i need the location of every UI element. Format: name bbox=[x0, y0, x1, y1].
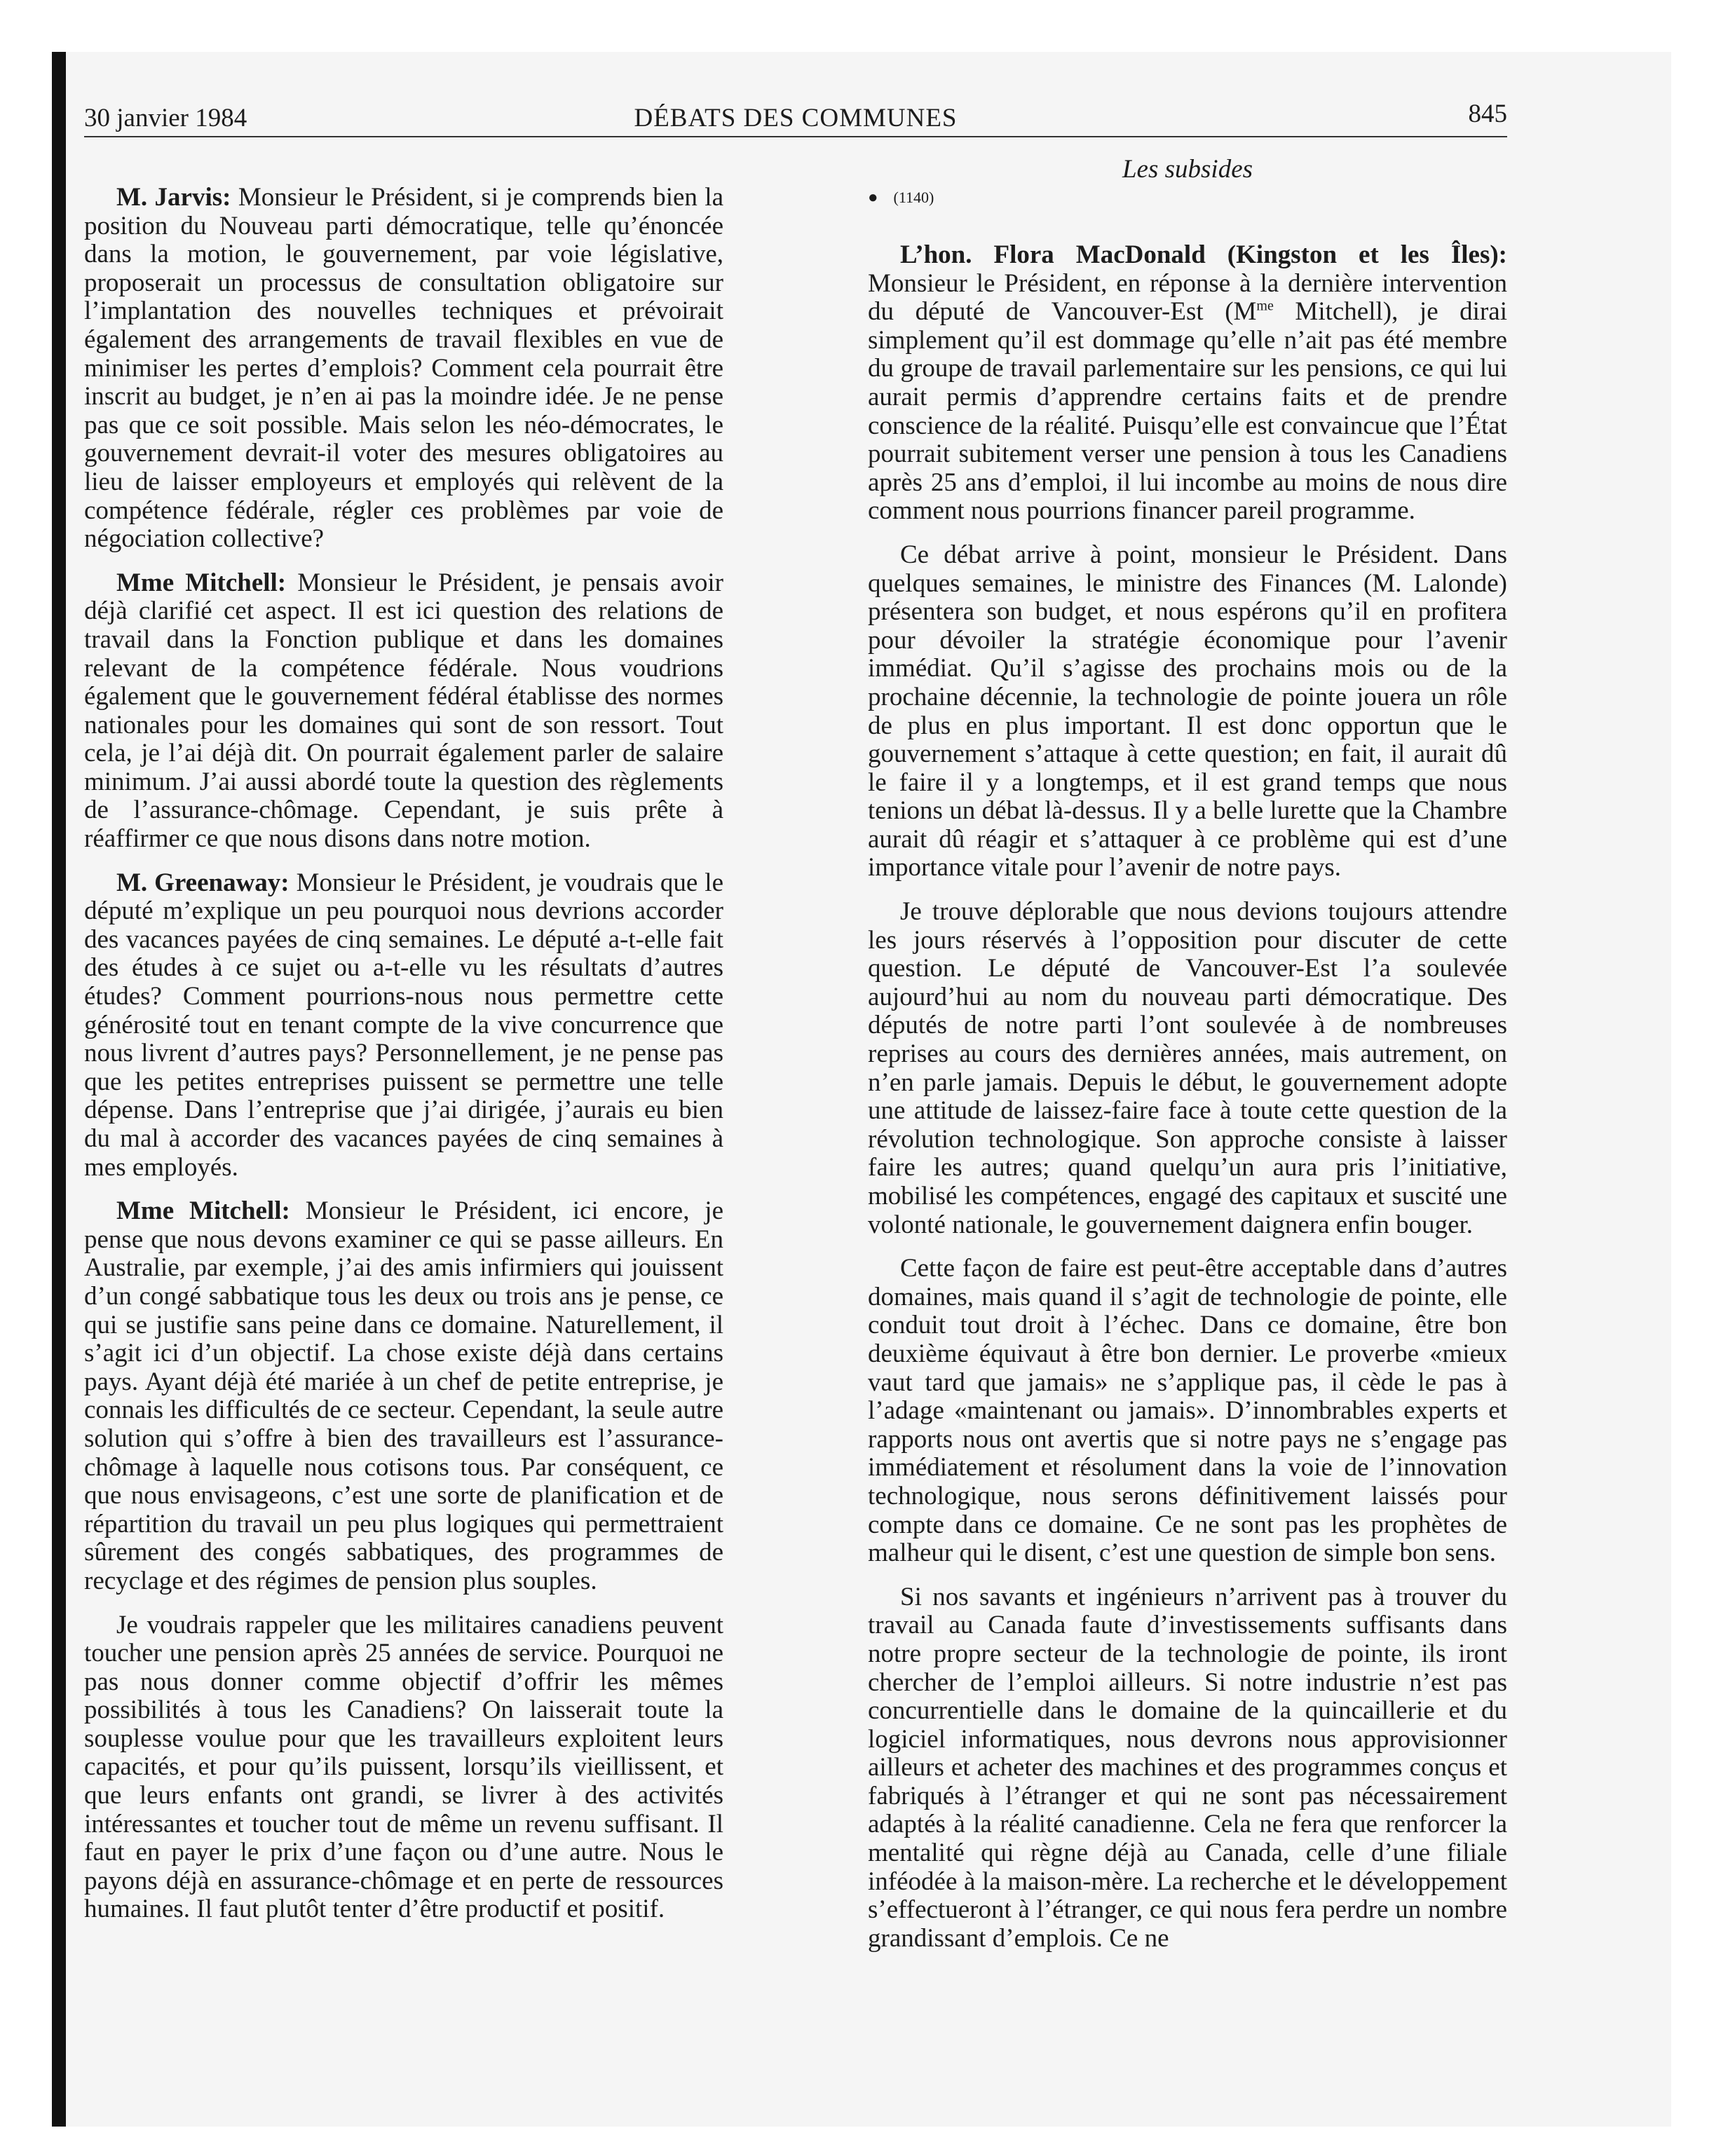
paragraph-text: Mitchell), je dirai simplement qu’il est dommage qu’elle n’ait pas été membre du groupe de travail parlementaire sur les pensions, ce qui lui aurait permis d’apprendre certains faits et de prendre conscience de la réalité. Puisqu’elle est convaincue que l’État pourrait subitement verser une pension à tous les Canadiens après 25 ans d’emploi, il lui incombe au moins de nous dire comment nous pourrions financer pareil programme. bbox=[868, 297, 1507, 526]
paragraph-text: Monsieur le Président, je voudrais que le député m’explique un peu pourquoi nous devrions accorder des vacances payées de cinq semaines. Le député a-t-elle fait des études à ce sujet ou a-t-elle vu les résultats d’autres études? Comment pourrions-nous nous permettre cette générosité tout en tenant compte de la vive concurrence que nous livrent d’autres pays? Personnellement, je ne pense pas que les petites entreprises puissent se permettre une telle dépense. Dans l’entreprise que j’ai dirigée, j’aurais eu bien du mal à accorder des vacances payées de cinq semaines à mes employés. bbox=[84, 868, 723, 1182]
paragraph bbox=[84, 1197, 723, 1595]
paragraph bbox=[84, 184, 723, 554]
header-title: DÉBATS DES COMMUNES bbox=[634, 104, 958, 132]
paragraph-text: Monsieur le Président, en réponse à la dernière intervention du député de Vancouver-Est (M bbox=[868, 268, 1507, 327]
speaker-name: Mme Mitchell: bbox=[116, 568, 287, 597]
paragraph-text: Monsieur le Président, si je comprends bien la position du Nouveau parti démocratique, telle qu’énoncée dans la motion, le gouvernement, par voie législative, proposerait un processus de consultation obligatoire sur l’implantation des nouvelles techniques et prévoirait également des arrangements de travail flexibles en vue de minimiser les pertes d’emplois? Comment cela pourrait être inscrit au budget, je n’en ai pas la moindre idée. Je ne pense pas que ce soit possible. Mais selon les néo-démocrates, le gouvernement devrait-il voter des mesures obligatoires au lieu de laisser employeurs et employés qui relèvent de la compétence fédérale, régler ces problèmes par voie de négociation collective? bbox=[84, 183, 723, 554]
paragraph bbox=[84, 1611, 723, 1925]
left-column bbox=[84, 184, 723, 1939]
paragraph-text: Je voudrais rappeler que les militaires canadiens peuvent toucher une pension après 25 années de service. Pourquoi ne pas nous donner comme objectif d’offrir les mêmes possibilités à tous les Canadiens? On laisserait toute la souplesse voulue pour que les travailleurs exploitent leurs capacités, et pour qu’ils puissent, lorsqu’ils vieillissent, et que leurs enfants ont grandi, se livrer à des activités intéressantes et toucher tout de même un revenu suffisant. Il faut en payer le prix d’une façon ou d’une autre. Nous le payons déjà en assurance-chômage et en perte de ressources humaines. Il faut plutôt tenter d’être productif et positif. bbox=[84, 1610, 723, 1924]
right-column bbox=[868, 184, 1507, 1968]
paragraph bbox=[84, 569, 723, 854]
paragraph bbox=[868, 241, 1507, 526]
speaker-name: L’hon. Flora MacDonald (Kingston et les Îles): bbox=[900, 240, 1507, 269]
paragraph: Cette façon de faire est peut-être acceptable dans d’autres domaines, mais quand il s’agit de technologie de pointe, elle conduit tout droit à l’échec. Dans ce domaine, être bon deuxième équivaut à être bon dernier. Le proverbe «mieux vaut tard que jamais» ne s’applique pas, il cède le pas à l’adage «maintenant ou jamais». D’innombrables experts et rapports nous ont avertis que si notre pays ne s’engage pas immédiatement et résolument dans la voie de l’innovation technologique, nous serons définitivement laissés pour compte dans ce domaine. Ce ne sont pas les prophètes de malheur qui le disent, c’est une question de simple bon sens. bbox=[868, 1254, 1507, 1568]
superscript: me bbox=[1256, 298, 1274, 314]
scan-edge-bar bbox=[52, 52, 66, 2127]
header-date: 30 janvier 1984 bbox=[84, 104, 247, 132]
paragraph-text: Monsieur le Président, je pensais avoir déjà clarifié cet aspect. Il est ici question des relations de travail dans la Fonction publique et dans les domaines relevant de la compétence fédérale. Nous voudrions également que le gouvernement fédéral établisse des normes nationales pour les domaines qui sont de son ressort. Tout cela, je l’ai déjà dit. On pourrait également parler de salaire minimum. J’ai aussi abordé toute la question des règlements de l’assurance-chômage. Cependant, je suis prête à réaffirmer ce que nous disons dans notre motion. bbox=[84, 568, 723, 854]
section-title: Les subsides bbox=[1122, 155, 1253, 184]
speaker-name: Mme Mitchell: bbox=[116, 1196, 290, 1226]
paragraph bbox=[84, 869, 723, 1182]
bullet-dot-icon: ● bbox=[868, 189, 878, 207]
paragraph-text: Monsieur le Président, ici encore, je pense que nous devons examiner ce qui se passe ailleurs. En Australie, par exemple, j’ai des amis infirmiers qui jouissent d’un congé sabbatique tous les deux ou trois ans je pense, ce qui se justifie sans peine dans ce domaine. Naturellement, il s’agit ici d’un objectif. La chose existe déjà dans certains pays. Ayant déjà été mariée à un chef de petite entreprise, je connais les difficultés de ce secteur. Cependant, la seule autre solution qui s’offre à bien des travailleurs est l’assurance-chômage à laquelle nous cotisons tous. Par conséquent, ce que nous envisageons, c’est une sorte de planification et de répartition du travail un peu plus logiques qui permettraient sûrement des congés sabbatiques, des programmes de recyclage et des régimes de pension plus souples. bbox=[84, 1196, 724, 1595]
page-header bbox=[84, 94, 1507, 137]
paragraph: Ce débat arrive à point, monsieur le Président. Dans quelques semaines, le ministre des Finances (M. Lalonde) présentera son budget, et nous espérons qu’il en profitera pour dévoiler la stratégie économique pour l’avenir immédiat. Qu’il s’agisse des prochains mois ou de la prochaine décennie, la technologie de pointe jouera un rôle de plus en plus important. Il est donc opportun que le gouvernement s’attaque à cette question; en fait, il aurait dû le faire il y a longtemps, et il est grand temps que nous tenions un débat là-dessus. Il y a belle lurette que la Chambre aurait dû réagir et s’attaquer à ce problème qui est d’une importance vitale pour l’avenir de notre pays. bbox=[868, 540, 1507, 882]
paragraph: Si nos savants et ingénieurs n’arrivent pas à trouver du travail au Canada faute d’investissements suffisants dans notre propre secteur de la technologie de pointe, ils iront chercher de l’emploi ailleurs. Si notre industrie n’est pas concurrentielle dans le domaine de la quincaillerie et du logiciel informatiques, nous devrons nous approvisionner ailleurs et acheter des machines et des programmes conçus et fabriqués à l’étranger et qui ne sont pas nécessairement adaptés à la réalité canadienne. Cela ne fera que renforcer la mentalité qui règne déjà au Canada, celle d’une filiale inféodée à la maison-mère. La recherche et le développement s’effectueront à l’étranger, ce qui nous fera perdre un nombre grandissant d’emplois. Ce ne bbox=[868, 1582, 1507, 1953]
time-marker-label: (1140) bbox=[893, 189, 934, 206]
speaker-name: M. Jarvis: bbox=[116, 183, 231, 212]
speaker-name: M. Greenaway: bbox=[116, 868, 290, 897]
time-marker bbox=[868, 184, 1507, 212]
paragraph: Je trouve déplorable que nous devions toujours attendre les jours réservés à l’opposition pour discuter de cette question. Le député de Vancouver-Est l’a soulevée aujourd’hui au nom du nouveau parti démocratique. Des députés de notre parti l’ont soulevée à de nombreuses reprises au cours des dernières années, mais autrement, on n’en parle jamais. Depuis le début, le gouvernement adopte une attitude de laissez-faire face à toute cette question de la révolution technologique. Son approche consiste à laisser faire les autres; quand quelqu’un aura pris l’initiative, mobilisé les compétences, engagé des capitaux et suscité une volonté nationale, le gouvernement daignera enfin bouger. bbox=[868, 897, 1507, 1239]
page-number: 845 bbox=[1468, 100, 1507, 128]
